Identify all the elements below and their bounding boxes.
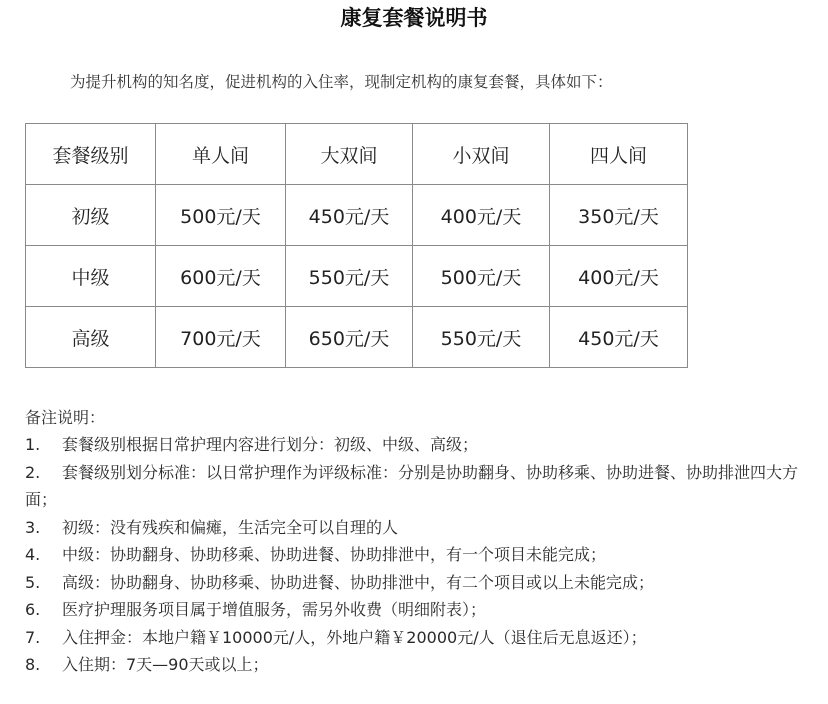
- remark-item: [25, 569, 815, 597]
- remark-item: [25, 541, 815, 569]
- table-row: [26, 246, 688, 307]
- document-title: 康复套餐说明书: [340, 6, 488, 30]
- remark-number: 2.: [25, 462, 41, 482]
- table-row: [26, 185, 688, 246]
- price-cell: 500元/天: [156, 185, 286, 246]
- table-row: [26, 307, 688, 368]
- remark-item: [25, 596, 815, 624]
- remark-number: 7.: [25, 627, 41, 647]
- remark-text: 套餐级别划分标准：以日常护理作为评级标准：分别是协助翻身、协助移乘、协助进餐、协助排泄四大方面；: [25, 462, 799, 509]
- remark-number: 8.: [25, 655, 41, 674]
- remark-text: 高级：协助翻身、协助移乘、协助进餐、协助排泄中，有二个项目或以上未能完成；: [62, 572, 655, 592]
- remark-number: 4.: [25, 545, 41, 564]
- table-header-cell: 大双间: [286, 124, 413, 185]
- remark-text: 初级：没有残疾和偏瘫，生活完全可以自理的人: [62, 517, 399, 537]
- remarks-section: [25, 404, 815, 679]
- price-cell: 700元/天: [156, 307, 286, 368]
- remark-number: 3.: [25, 517, 41, 537]
- price-cell: 550元/天: [286, 246, 413, 307]
- price-cell: 500元/天: [413, 246, 550, 307]
- price-cell: 400元/天: [413, 185, 550, 246]
- level-cell: 高级: [26, 307, 156, 368]
- remark-item: [25, 431, 815, 459]
- table-header-row: [26, 124, 688, 185]
- price-cell: 350元/天: [550, 185, 688, 246]
- remark-item: [25, 624, 815, 652]
- remark-number: 1.: [25, 435, 41, 454]
- price-cell: 550元/天: [413, 307, 550, 368]
- remark-text: 入住期：7天—90天或以上；: [62, 655, 269, 674]
- table-header-cell: 套餐级别: [26, 124, 156, 185]
- remark-item: [25, 651, 815, 679]
- price-cell: 400元/天: [550, 246, 688, 307]
- level-cell: 中级: [26, 246, 156, 307]
- price-cell: 650元/天: [286, 307, 413, 368]
- table-header-cell: 单人间: [156, 124, 286, 185]
- remarks-heading: 备注说明：: [25, 408, 106, 427]
- table-header-cell: 小双间: [413, 124, 550, 185]
- package-price-table: [25, 123, 688, 368]
- table-header-cell: 四人间: [550, 124, 688, 185]
- remark-text: 医疗护理服务项目属于增值服务，需另外收费（明细附表）；: [62, 600, 487, 619]
- remark-number: 6.: [25, 600, 41, 619]
- price-cell: 450元/天: [286, 185, 413, 246]
- remark-text: 入住押金：本地户籍￥10000元/人，外地户籍￥20000元/人（退住后无息返还）；: [62, 627, 647, 647]
- intro-text: 为提升机构的知名度，促进机构的入住率，现制定机构的康复套餐，具体如下：: [70, 73, 613, 91]
- remark-item: [25, 514, 815, 542]
- level-cell: 初级: [26, 185, 156, 246]
- remark-item: [25, 459, 815, 514]
- remark-number: 5.: [25, 572, 41, 592]
- price-cell: 450元/天: [550, 307, 688, 368]
- price-cell: 600元/天: [156, 246, 286, 307]
- remark-text: 中级：协助翻身、协助移乘、协助进餐、协助排泄中，有一个项目未能完成；: [62, 545, 607, 564]
- remark-text: 套餐级别根据日常护理内容进行划分：初级、中级、高级；: [62, 435, 479, 454]
